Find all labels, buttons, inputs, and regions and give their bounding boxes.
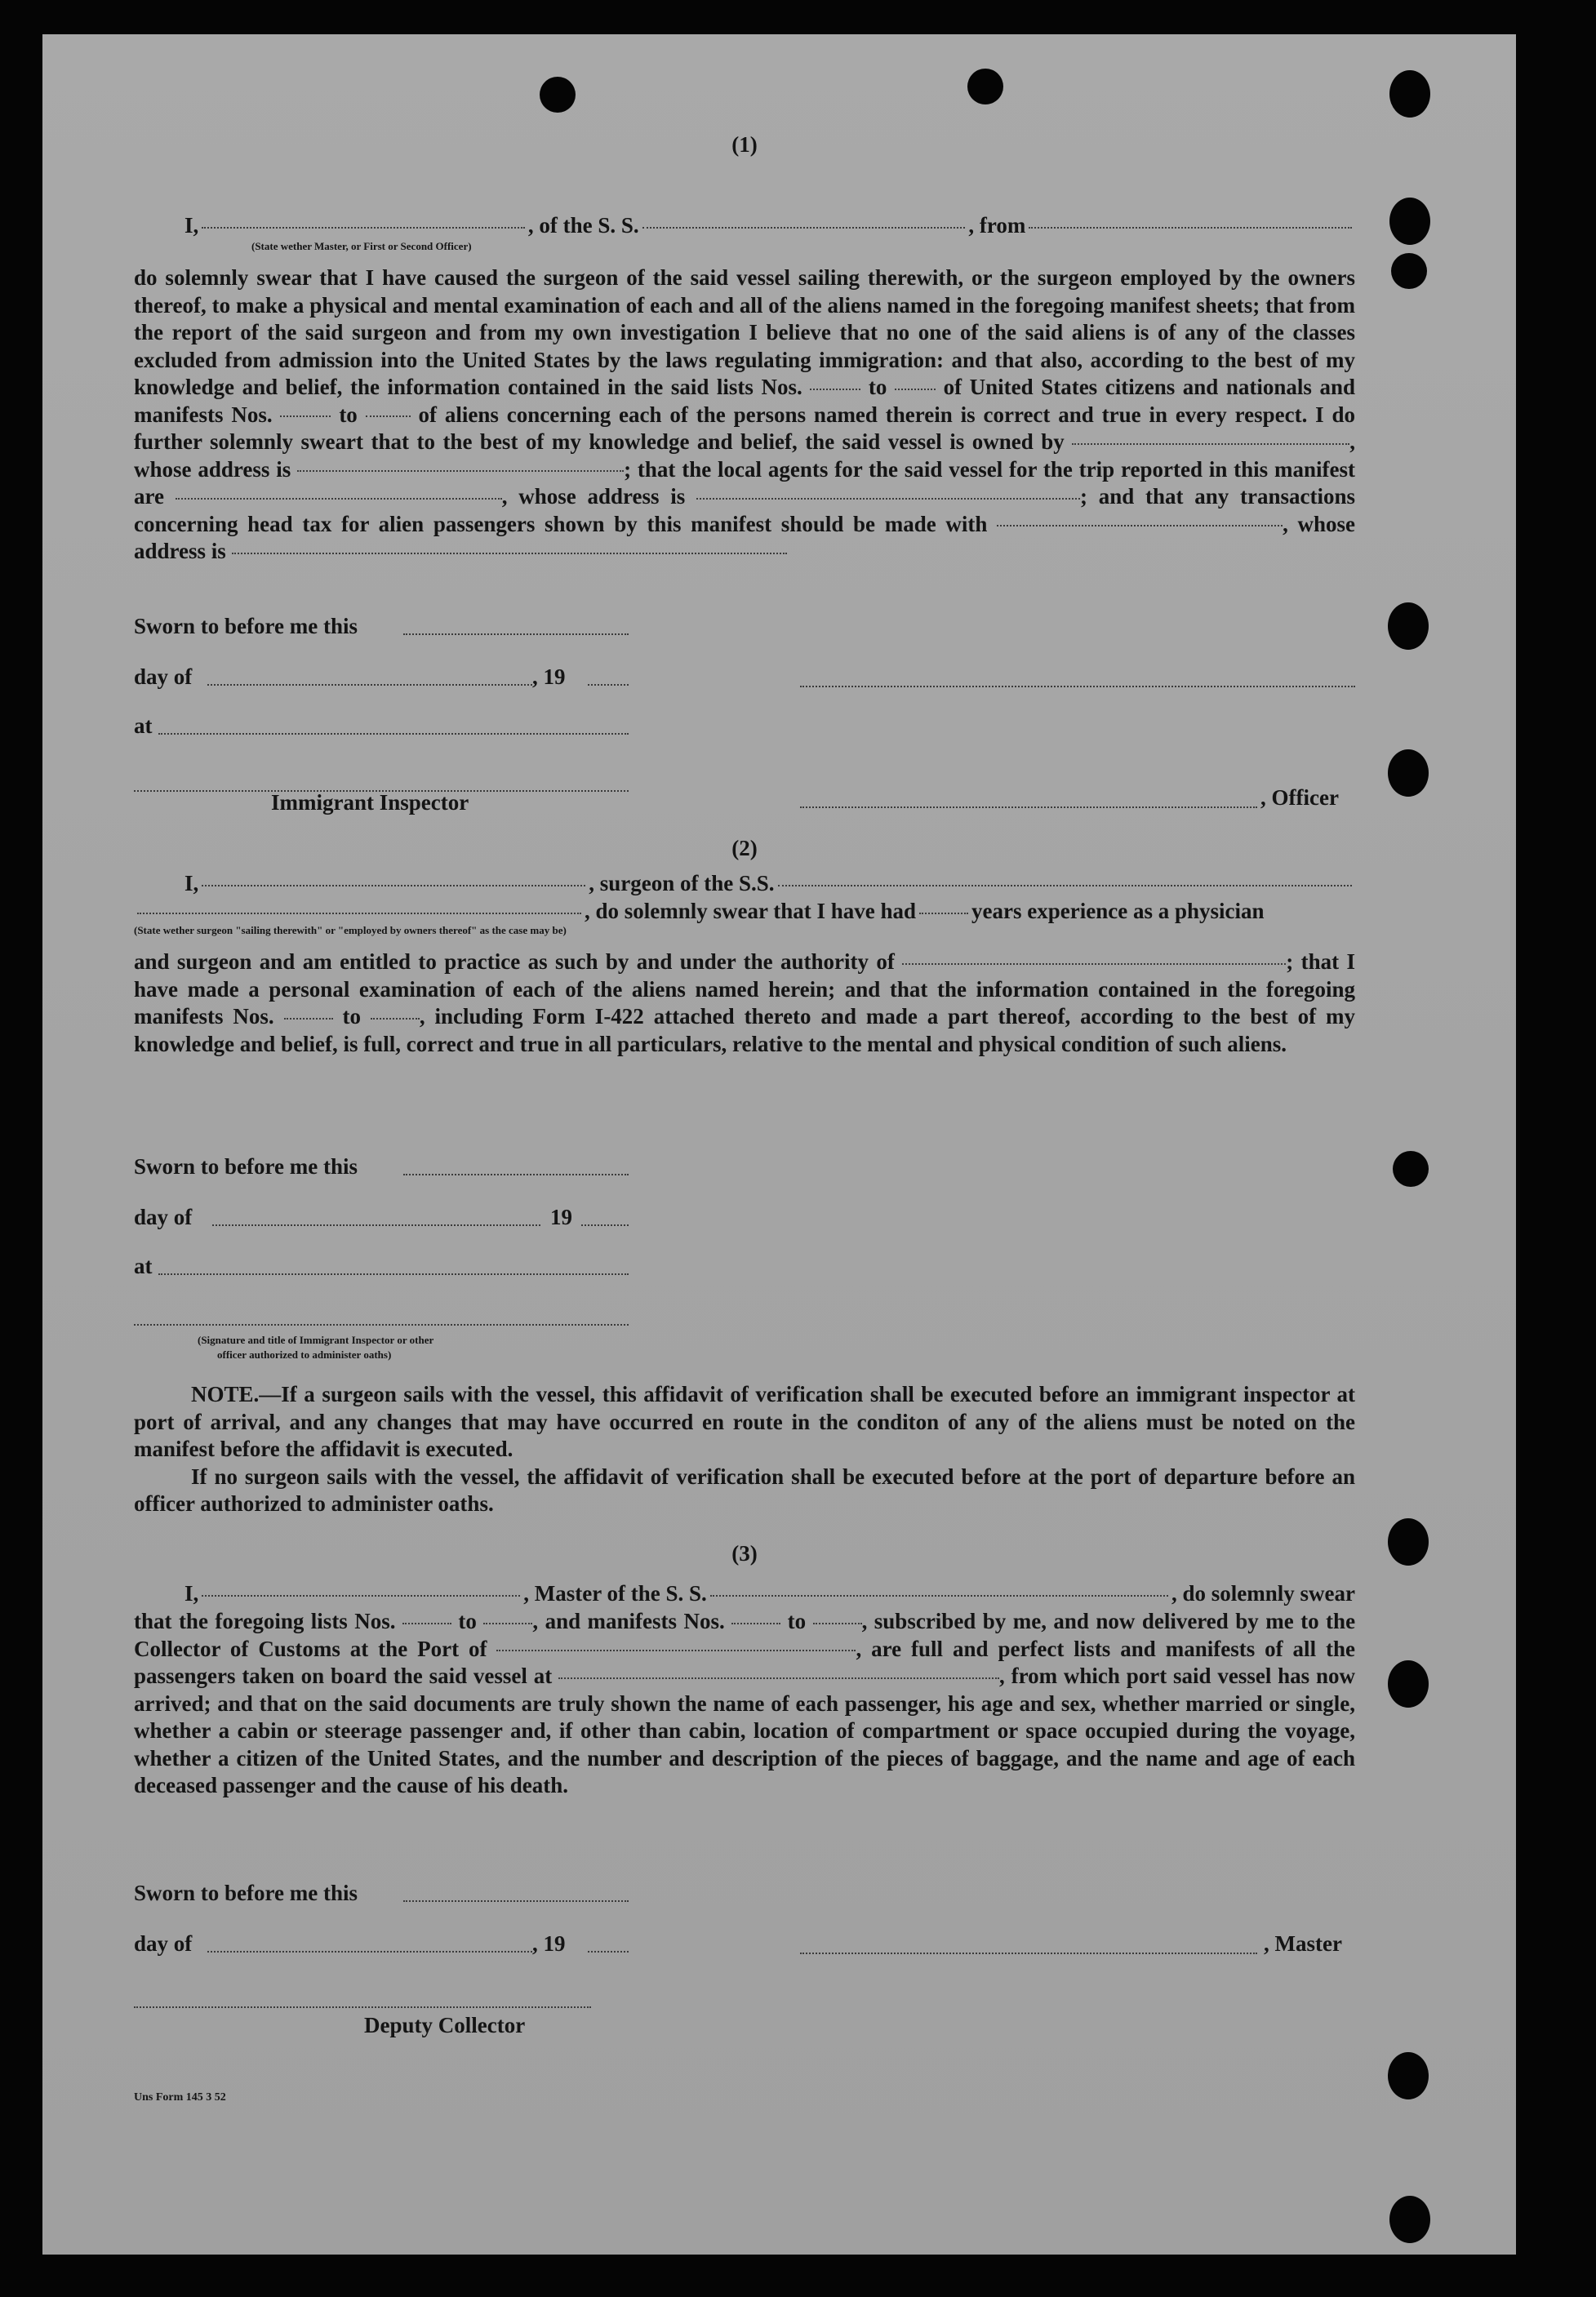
officer-name-line[interactable] (800, 806, 1257, 808)
oath-opening-line: I, , of the S. S. , from (134, 212, 1355, 239)
agents-address-field[interactable] (696, 498, 1080, 500)
punch-hole (1388, 1660, 1429, 1708)
inspector-signature-line[interactable] (134, 1324, 629, 1326)
immigrant-inspector-label: Immigrant Inspector (271, 790, 469, 815)
master-manifests-from-field[interactable] (731, 1623, 780, 1624)
oath-body: do solemnly swear that I have caused the surgeon of the said vessel sailing therewith, or the surgeon employed by the owners thereof, to make a physical and mental examination of each and all of the aliens named in the foregoing manifest sheets; that from the report of the said surgeon and from my own investigation I believe that no one of the said aliens is of any of the classes excluded from admission into the United States by the laws regulating immigration: and that also, according to the best of my knowledge and belief, the information contained in the said lists Nos. to of United States citizens and nationals and manifests Nos. to of aliens concerning each of the persons named therein is correct and true in every respect. I do further solemnly sweart that to the best of my knowledge and belief, the said vessel is owned by , whose address is ; that the local agents for the said vessel for the trip reported in this manifest are , whose address is ; and that any transactions concerning head tax for alien passengers shown by this manifest should be made with , whose address is (134, 265, 1356, 563)
master-lists-from-field[interactable] (402, 1623, 451, 1624)
day-of-label: day of (134, 664, 193, 689)
note-block (134, 1381, 1355, 1518)
vessel-name-field[interactable] (642, 227, 966, 229)
surgeon-second-line: , do solemnly swear that I have had years experience as a physician (134, 898, 1355, 925)
surgeon-manifest-from-field[interactable] (284, 1018, 333, 1020)
agents-field[interactable] (176, 498, 502, 500)
month-field[interactable] (207, 1951, 532, 1953)
section-number: (1) (731, 132, 758, 157)
punch-hole (1388, 602, 1429, 650)
punch-hole (1389, 2196, 1430, 2243)
punch-hole (1388, 749, 1429, 797)
manifests-to-field[interactable] (366, 415, 411, 417)
field-note: (State wether surgeon "sailing therewith" or "employed by owners thereof" as the case may be) (134, 924, 567, 936)
surgeon-opening-line: I, , surgeon of the S.S. (134, 870, 1355, 897)
at-label: at (134, 1254, 153, 1278)
year-label: , 19 (532, 1931, 566, 1956)
owner-field[interactable] (1072, 443, 1349, 445)
place-field[interactable] (158, 733, 629, 735)
year-field[interactable] (588, 684, 629, 686)
surgeon-manifest-to-field[interactable] (371, 1018, 420, 1020)
section-number: (3) (731, 1541, 758, 1566)
signature-note: officer authorized to administer oaths) (217, 1348, 392, 1361)
officer-rank-field[interactable] (202, 227, 525, 229)
month-field[interactable] (212, 1224, 540, 1226)
sworn-label: Sworn to before me this (134, 614, 358, 638)
owner-address-field[interactable] (297, 470, 624, 472)
sworn-label: Sworn to before me this (134, 1154, 358, 1179)
master-lists-to-field[interactable] (483, 1623, 532, 1624)
punch-hole (1389, 70, 1430, 118)
year-label: 19 (550, 1205, 572, 1229)
officer-signature-line[interactable] (800, 686, 1355, 687)
master-name-field[interactable] (202, 1595, 520, 1597)
head-tax-contact-field[interactable] (997, 525, 1283, 526)
officer-label: , Officer (1260, 785, 1339, 810)
master-label: , Master (1264, 1931, 1342, 1956)
departure-port-field[interactable] (1029, 227, 1352, 229)
punch-hole (1391, 253, 1427, 289)
master-vessel-field[interactable] (710, 1595, 1168, 1597)
place-field[interactable] (158, 1273, 629, 1275)
master-signature-line[interactable] (800, 1953, 1257, 1954)
surgeon-vessel-field[interactable] (778, 885, 1352, 886)
head-tax-address-field[interactable] (232, 553, 787, 554)
form-page (42, 34, 1516, 2255)
punch-hole (1389, 198, 1430, 245)
note-paragraph: NOTE.—If a surgeon sails with the vessel, this affidavit of verification shall be executed before an immigrant inspector at port of arrival, and any changes that may have occurred en route in the conditon of any of the aliens must be noted on the manifest before the affidavit is executed. (134, 1382, 1355, 1461)
surgeon-body: and surgeon and am entitled to practice as such by and under the authority of ; that I have made a personal examination of each of the aliens named herein; and that the information contained in the foregoing manifests Nos. to , including Form I-422 attached thereto and made a part thereof, according to the best of my knowledge and belief, is full, correct and true in all particulars, relative to the mental and physical condition of such aliens. (134, 949, 1356, 1056)
sworn-label: Sworn to before me this (134, 1881, 358, 1905)
punch-hole (540, 77, 576, 113)
form-number: Uns Form 145 3 52 (134, 2091, 226, 2104)
month-field[interactable] (207, 684, 532, 686)
surgeon-status-field[interactable] (137, 913, 581, 914)
sworn-date-field[interactable] (403, 1174, 629, 1175)
at-label: at (134, 713, 153, 738)
punch-hole (967, 69, 1003, 104)
sworn-date-field[interactable] (403, 1900, 629, 1902)
master-opening-line: I, , Master of the S. S. , do solemnly swear (184, 1581, 1355, 1606)
year-label: , 19 (532, 664, 566, 689)
years-experience-field[interactable] (919, 913, 968, 914)
year-field[interactable] (581, 1224, 629, 1226)
punch-hole (1388, 2052, 1429, 2099)
embarkation-port-field[interactable] (558, 1677, 999, 1679)
lists-to-field[interactable] (895, 389, 936, 390)
master-body: that the foregoing lists Nos. to , and manifests Nos. to , subscribed by me, and now delivered by me to the Collector of Customs at the Port of , are full and perfect lists and manifests of all the passengers taken on board the said vessel at , from which port said vessel has now arrived; and that on the said documents are truly shown the name of each passenger, his age and sex, whether married or single, whether a cabin or steerage passenger and, if other than cabin, location of compartment or space occupied during the voyage, whether a citizen of the United States, and the number and description of the pieces of baggage, and the name and age of each deceased passenger and the cause of his death. (134, 1609, 1356, 1797)
field-note: (State wether Master, or First or Second Officer) (251, 240, 472, 252)
section-number: (2) (731, 836, 758, 860)
signature-note: (Signature and title of Immigrant Inspector or other (198, 1334, 434, 1346)
sworn-date-field[interactable] (403, 633, 629, 635)
collector-signature-line[interactable] (134, 2006, 591, 2008)
manifests-from-field[interactable] (280, 415, 331, 417)
arrival-port-field[interactable] (496, 1650, 856, 1651)
day-of-label: day of (134, 1205, 193, 1229)
day-of-label: day of (134, 1931, 193, 1956)
punch-hole (1393, 1151, 1429, 1187)
lists-from-field[interactable] (810, 389, 860, 390)
note-paragraph: If no surgeon sails with the vessel, the affidavit of verification shall be executed before at the port of departure before an officer authorized to administer oaths. (134, 1464, 1355, 1516)
surgeon-name-field[interactable] (202, 885, 585, 886)
punch-hole (1388, 1518, 1429, 1566)
master-manifests-to-field[interactable] (813, 1623, 862, 1624)
authority-field[interactable] (902, 963, 1286, 965)
year-field[interactable] (588, 1951, 629, 1953)
deputy-collector-label: Deputy Collector (364, 2013, 526, 2037)
